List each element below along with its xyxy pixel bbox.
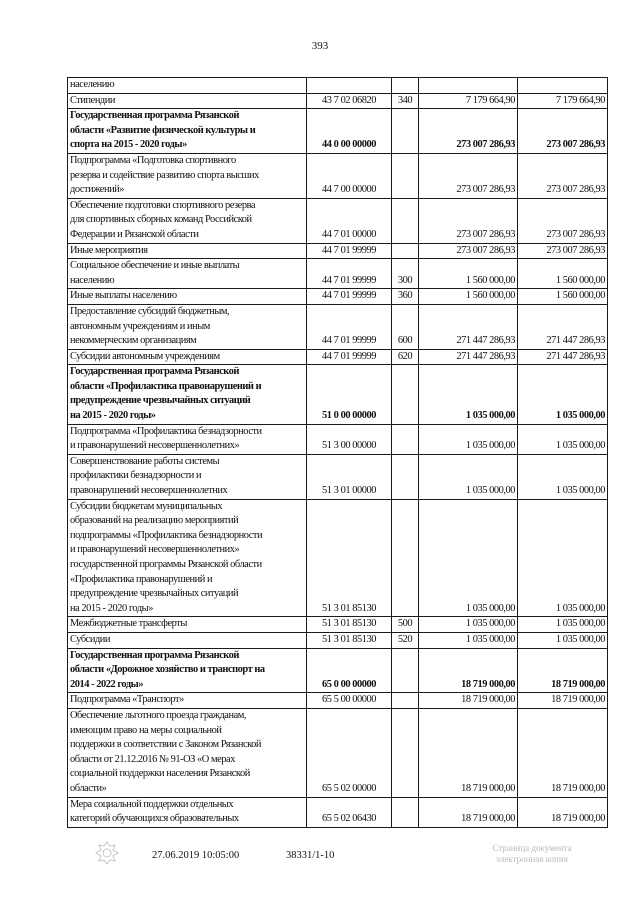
row-name-cell: Субсидии бюджетам муниципальных образований на реализацию мероприятий подпрограммы «Профилактика безнадзорности и правонарушений несовершеннолетних» государственной программы Рязанской области «Профилактика правонарушений и предупреждение чрезвычайных ситуаций на 2015 - 2020 годы»	[68, 499, 307, 617]
table-row	[68, 198, 608, 243]
table-row	[68, 289, 608, 305]
row-value-1-cell: 273 007 286,93	[419, 243, 518, 259]
row-value-1-cell: 1 560 000,00	[419, 259, 518, 289]
table-row	[68, 93, 608, 109]
row-value-2-cell: 1 035 000,00	[518, 365, 608, 424]
row-code-cell: 51 0 00 00000	[307, 365, 392, 424]
row-name-cell: Субсидии	[68, 632, 307, 648]
row-value-2-cell: 273 007 286,93	[518, 153, 608, 198]
row-name-cell: Мера социальной поддержки отдельных категорий обучающихся образовательных	[68, 797, 307, 827]
row-type-cell: 500	[392, 617, 419, 633]
row-value-2-cell: 273 007 286,93	[518, 109, 608, 154]
table-row	[68, 304, 608, 349]
row-value-2-cell: 1 035 000,00	[518, 499, 608, 617]
row-code-cell: 44 7 01 99999	[307, 259, 392, 289]
budget-table	[67, 77, 608, 828]
row-name-cell: Социальное обеспечение и иные выплаты населению	[68, 259, 307, 289]
row-value-1-cell: 273 007 286,93	[419, 109, 518, 154]
footer-document-number: 38331/1-10	[286, 850, 335, 861]
row-value-2-cell: 18 719 000,00	[518, 693, 608, 709]
row-value-2-cell: 18 719 000,00	[518, 708, 608, 797]
row-value-1-cell: 18 719 000,00	[419, 797, 518, 827]
row-type-cell	[392, 365, 419, 424]
row-value-1-cell: 271 447 286,93	[419, 304, 518, 349]
row-value-2-cell: 18 719 000,00	[518, 648, 608, 693]
table-row	[68, 632, 608, 648]
row-name-cell: Субсидии автономным учреждениям	[68, 349, 307, 365]
row-name-cell: Предоставление субсидий бюджетным, автономным учреждениям и иным некоммерческим организациям	[68, 304, 307, 349]
row-value-2-cell: 1 560 000,00	[518, 289, 608, 305]
table-row	[68, 349, 608, 365]
row-code-cell	[307, 78, 392, 94]
row-code-cell: 44 7 01 99999	[307, 243, 392, 259]
table-row	[68, 259, 608, 289]
table-row	[68, 454, 608, 499]
row-value-2-cell: 7 179 664,90	[518, 93, 608, 109]
row-code-cell: 51 3 01 85130	[307, 499, 392, 617]
row-name-cell: Государственная программа Рязанской области «Профилактика правонарушений и предупреждение чрезвычайных ситуаций на 2015 - 2020 годы»	[68, 365, 307, 424]
footer-watermark: Страница документа электронная копия	[492, 843, 572, 864]
row-name-cell: населению	[68, 78, 307, 94]
row-value-1-cell: 1 035 000,00	[419, 424, 518, 454]
row-type-cell	[392, 109, 419, 154]
row-type-cell	[392, 693, 419, 709]
row-type-cell	[392, 499, 419, 617]
row-code-cell: 51 3 01 85130	[307, 632, 392, 648]
row-value-1-cell: 18 719 000,00	[419, 648, 518, 693]
row-name-cell: Подпрограмма «Транспорт»	[68, 693, 307, 709]
row-code-cell: 44 7 00 00000	[307, 153, 392, 198]
table-row	[68, 424, 608, 454]
row-type-cell	[392, 797, 419, 827]
row-code-cell: 65 0 00 00000	[307, 648, 392, 693]
row-code-cell: 44 0 00 00000	[307, 109, 392, 154]
row-type-cell	[392, 648, 419, 693]
row-type-cell	[392, 78, 419, 94]
row-name-cell: Иные мероприятия	[68, 243, 307, 259]
row-code-cell: 44 7 01 99999	[307, 349, 392, 365]
row-value-2-cell	[518, 78, 608, 94]
row-value-1-cell: 7 179 664,90	[419, 93, 518, 109]
row-code-cell: 44 7 01 99999	[307, 289, 392, 305]
row-type-cell	[392, 454, 419, 499]
row-value-1-cell: 273 007 286,93	[419, 198, 518, 243]
row-value-2-cell: 271 447 286,93	[518, 349, 608, 365]
table-row	[68, 499, 608, 617]
row-type-cell: 340	[392, 93, 419, 109]
row-value-2-cell: 18 719 000,00	[518, 797, 608, 827]
table-row	[68, 243, 608, 259]
row-type-cell: 520	[392, 632, 419, 648]
table-row	[68, 617, 608, 633]
row-value-2-cell: 1 560 000,00	[518, 259, 608, 289]
row-value-2-cell: 1 035 000,00	[518, 424, 608, 454]
table-row	[68, 78, 608, 94]
row-value-1-cell: 1 560 000,00	[419, 289, 518, 305]
table-row	[68, 365, 608, 424]
row-value-2-cell: 271 447 286,93	[518, 304, 608, 349]
row-value-1-cell: 271 447 286,93	[419, 349, 518, 365]
row-name-cell: Государственная программа Рязанской области «Развитие физической культуры и спорта на 2015 - 2020 годы»	[68, 109, 307, 154]
row-type-cell	[392, 708, 419, 797]
row-name-cell: Иные выплаты населению	[68, 289, 307, 305]
table-row	[68, 109, 608, 154]
row-type-cell	[392, 153, 419, 198]
row-code-cell: 51 3 00 00000	[307, 424, 392, 454]
row-name-cell: Совершенствование работы системы профилактики безнадзорности и правонарушений несовершеннолетних	[68, 454, 307, 499]
row-value-1-cell: 1 035 000,00	[419, 365, 518, 424]
row-value-1-cell: 1 035 000,00	[419, 454, 518, 499]
row-code-cell: 51 3 01 85130	[307, 617, 392, 633]
row-code-cell: 65 5 02 06430	[307, 797, 392, 827]
row-name-cell: Обеспечение льготного проезда гражданам, имеющим право на меры социальной поддержки в соответствии с Законом Рязанской области от 21.12.2016 № 91-ОЗ «О мерах социальной поддержки населения Рязанской области»	[68, 708, 307, 797]
row-value-1-cell: 18 719 000,00	[419, 693, 518, 709]
budget-table-body	[68, 78, 608, 828]
page-number: 393	[311, 40, 329, 52]
row-type-cell: 600	[392, 304, 419, 349]
row-type-cell: 620	[392, 349, 419, 365]
row-code-cell: 43 7 02 06820	[307, 93, 392, 109]
row-code-cell: 65 5 00 00000	[307, 693, 392, 709]
row-value-1-cell: 18 719 000,00	[419, 708, 518, 797]
row-code-cell: 51 3 01 00000	[307, 454, 392, 499]
row-code-cell: 44 7 01 99999	[307, 304, 392, 349]
row-code-cell: 65 5 02 00000	[307, 708, 392, 797]
row-value-1-cell: 1 035 000,00	[419, 632, 518, 648]
row-type-cell	[392, 424, 419, 454]
row-value-2-cell: 273 007 286,93	[518, 198, 608, 243]
row-name-cell: Подпрограмма «Подготовка спортивного резерва и содействие развитию спорта высших достижений»	[68, 153, 307, 198]
table-row	[68, 693, 608, 709]
table-row	[68, 648, 608, 693]
row-name-cell: Подпрограмма «Профилактика безнадзорности и правонарушений несовершеннолетних»	[68, 424, 307, 454]
row-value-1-cell: 273 007 286,93	[419, 153, 518, 198]
row-type-cell	[392, 243, 419, 259]
row-value-1-cell: 1 035 000,00	[419, 617, 518, 633]
footer-datetime: 27.06.2019 10:05:00	[152, 850, 240, 861]
table-row	[68, 153, 608, 198]
row-type-cell: 360	[392, 289, 419, 305]
row-value-2-cell: 1 035 000,00	[518, 454, 608, 499]
row-type-cell	[392, 198, 419, 243]
row-name-cell: Обеспечение подготовки спортивного резерва для спортивных сборных команд Российской Федерации и Рязанской области	[68, 198, 307, 243]
emblem-stamp-icon	[94, 840, 120, 866]
row-name-cell: Стипендии	[68, 93, 307, 109]
row-value-1-cell: 1 035 000,00	[419, 499, 518, 617]
row-value-2-cell: 1 035 000,00	[518, 632, 608, 648]
row-value-2-cell: 1 035 000,00	[518, 617, 608, 633]
row-type-cell: 300	[392, 259, 419, 289]
row-code-cell: 44 7 01 00000	[307, 198, 392, 243]
table-row	[68, 797, 608, 827]
row-name-cell: Государственная программа Рязанской области «Дорожное хозяйство и транспорт на 2014 - 2022 годы»	[68, 648, 307, 693]
table-row	[68, 708, 608, 797]
row-value-1-cell	[419, 78, 518, 94]
row-value-2-cell: 273 007 286,93	[518, 243, 608, 259]
row-name-cell: Межбюджетные трансферты	[68, 617, 307, 633]
